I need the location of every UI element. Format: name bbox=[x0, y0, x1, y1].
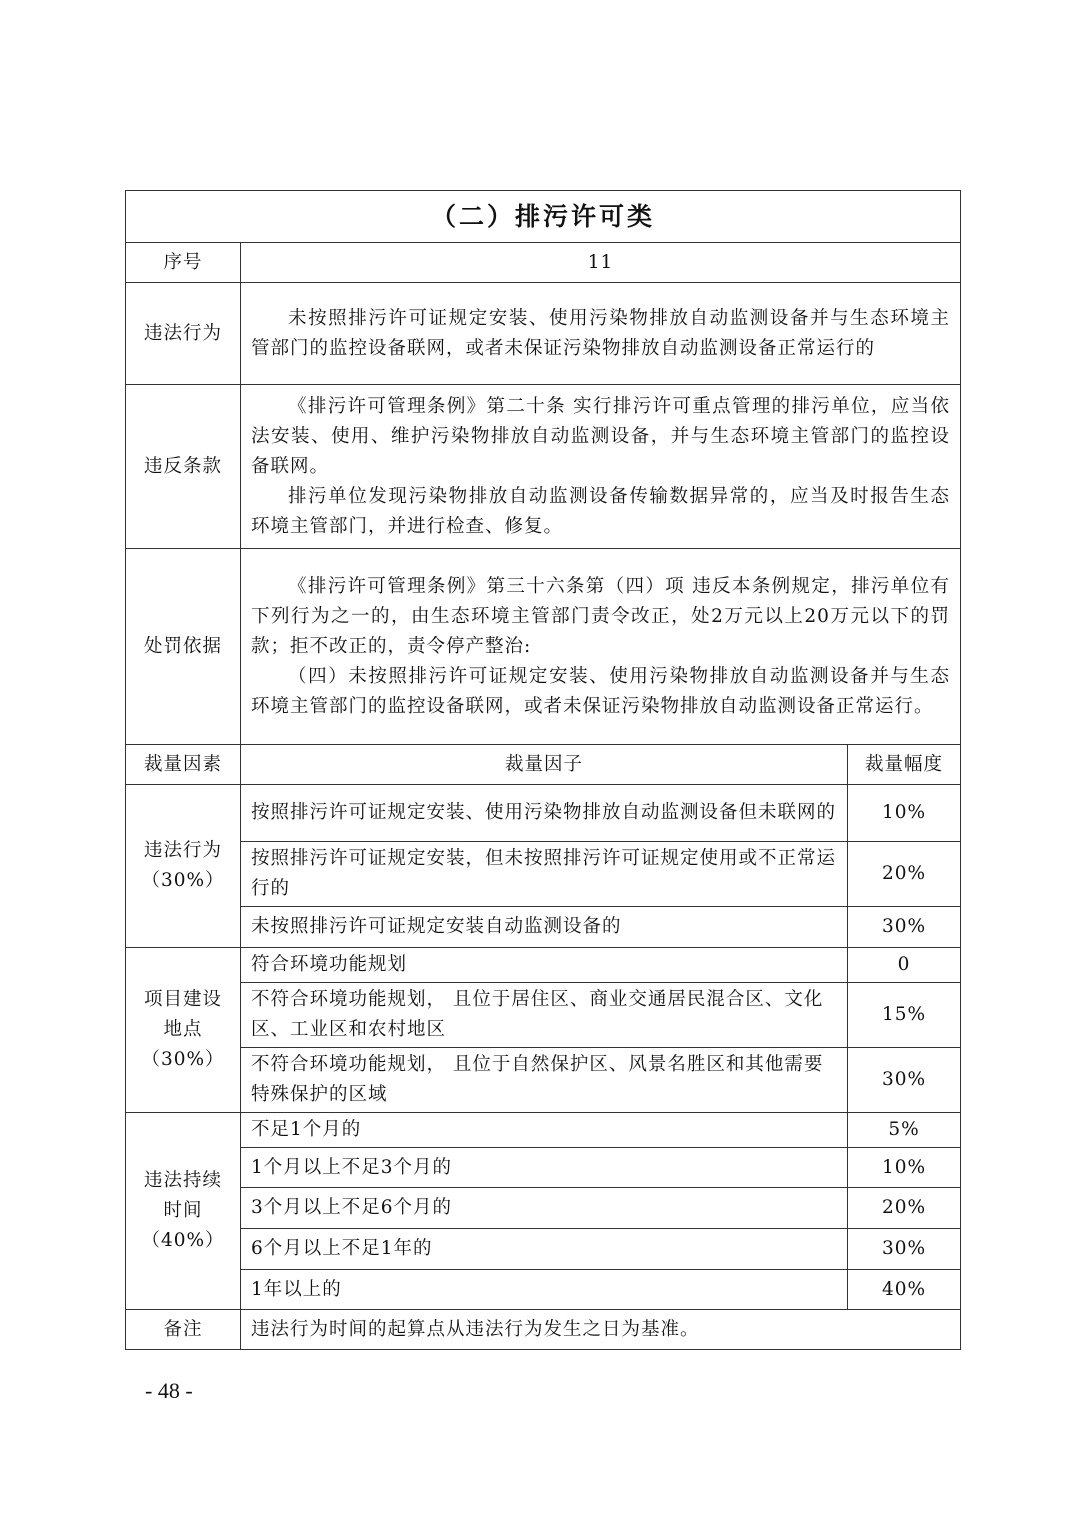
factor-item: 1年以上的 bbox=[241, 1270, 848, 1310]
violation-label: 违法行为 bbox=[126, 283, 241, 385]
penalty-paragraph: （四）未按照排污许可证规定安装、使用污染物排放自动监测设备并与生态环境主管部门的监控设备联网，或者未保证污染物排放自动监测设备正常运行。 bbox=[251, 665, 950, 717]
factor-percentage: 30% bbox=[848, 1229, 961, 1270]
factor-item: 按照排污许可证规定安装，但未按照排污许可证规定使用或不正常运行的 bbox=[241, 842, 848, 907]
penalty-cell bbox=[241, 549, 961, 745]
violation-cell bbox=[241, 283, 961, 385]
factor-percentage: 5% bbox=[848, 1113, 961, 1148]
factor-label-line: （40%） bbox=[141, 1230, 225, 1251]
factor-label-duration bbox=[126, 1113, 241, 1310]
factor-percentage: 30% bbox=[848, 1048, 961, 1113]
factor-percentage: 20% bbox=[848, 842, 961, 907]
discretion-factor-header: 裁量因素 bbox=[126, 745, 241, 785]
serial-label: 序号 bbox=[126, 243, 241, 283]
discretion-item-header: 裁量因子 bbox=[241, 745, 848, 785]
factor-item: 1个月以上不足3个月的 bbox=[241, 1148, 848, 1188]
clause-cell bbox=[241, 385, 961, 549]
discretion-range-header: 裁量幅度 bbox=[848, 745, 961, 785]
factor-percentage: 0 bbox=[848, 948, 961, 983]
serial-value: 11 bbox=[241, 243, 961, 283]
violation-text: 未按照排污许可证规定安装、使用污染物排放自动监测设备并与生态环境主管部门的监控设备联网，或者未保证污染物排放自动监测设备正常运行的 bbox=[251, 307, 950, 359]
factor-label-line: 时间 bbox=[163, 1200, 203, 1221]
factor-label-line: 违法行为 bbox=[143, 840, 222, 861]
factor-percentage: 15% bbox=[848, 983, 961, 1048]
clause-label: 违反条款 bbox=[126, 385, 241, 549]
section-title: （二）排污许可类 bbox=[126, 191, 961, 243]
factor-percentage: 20% bbox=[848, 1188, 961, 1229]
factor-percentage: 10% bbox=[848, 785, 961, 842]
factor-item: 不符合环境功能规划， 且位于居住区、商业交通居民混合区、文化区、工业区和农村地区 bbox=[241, 983, 848, 1048]
factor-item: 按照排污许可证规定安装、使用污染物排放自动监测设备但未联网的 bbox=[241, 785, 848, 842]
factor-label-line: 项目建设 bbox=[143, 989, 222, 1010]
factor-item: 符合环境功能规划 bbox=[241, 948, 848, 983]
factor-label-line: （30%） bbox=[141, 1049, 225, 1070]
penalty-paragraph: 《排污许可管理条例》第三十六条第（四）项 违反本条例规定，排污单位有下列行为之一的，由生态环境主管部门责令改正，处2万元以上20万元以下的罚款；拒不改正的，责令停产整治: bbox=[251, 575, 950, 657]
page-number: - 48 - bbox=[145, 1378, 193, 1403]
factor-label-site bbox=[126, 948, 241, 1113]
factor-label-violation bbox=[126, 785, 241, 948]
factor-item: 3个月以上不足6个月的 bbox=[241, 1188, 848, 1229]
remark-label: 备注 bbox=[126, 1310, 241, 1350]
factor-label-line: （30%） bbox=[141, 870, 225, 891]
clause-paragraph: 《排污许可管理条例》第二十条 实行排污许可重点管理的排污单位，应当依法安装、使用、维护污染物排放自动监测设备，并与生态环境主管部门的监控设备联网。 bbox=[251, 395, 950, 477]
factor-item: 未按照排污许可证规定安装自动监测设备的 bbox=[241, 907, 848, 948]
clause-paragraph: 排污单位发现污染物排放自动监测设备传输数据异常的，应当及时报告生态环境主管部门，并进行检查、修复。 bbox=[251, 485, 950, 537]
factor-percentage: 10% bbox=[848, 1148, 961, 1188]
penalty-discretion-table bbox=[125, 190, 961, 1350]
factor-label-line: 地点 bbox=[163, 1019, 203, 1040]
factor-label-line: 违法持续 bbox=[143, 1170, 222, 1191]
factor-percentage: 40% bbox=[848, 1270, 961, 1310]
factor-item: 不符合环境功能规划， 且位于自然保护区、风景名胜区和其他需要特殊保护的区域 bbox=[241, 1048, 848, 1113]
factor-percentage: 30% bbox=[848, 907, 961, 948]
factor-item: 不足1个月的 bbox=[241, 1113, 848, 1148]
remark-text: 违法行为时间的起算点从违法行为发生之日为基准。 bbox=[241, 1310, 961, 1350]
factor-item: 6个月以上不足1年的 bbox=[241, 1229, 848, 1270]
penalty-label: 处罚依据 bbox=[126, 549, 241, 745]
